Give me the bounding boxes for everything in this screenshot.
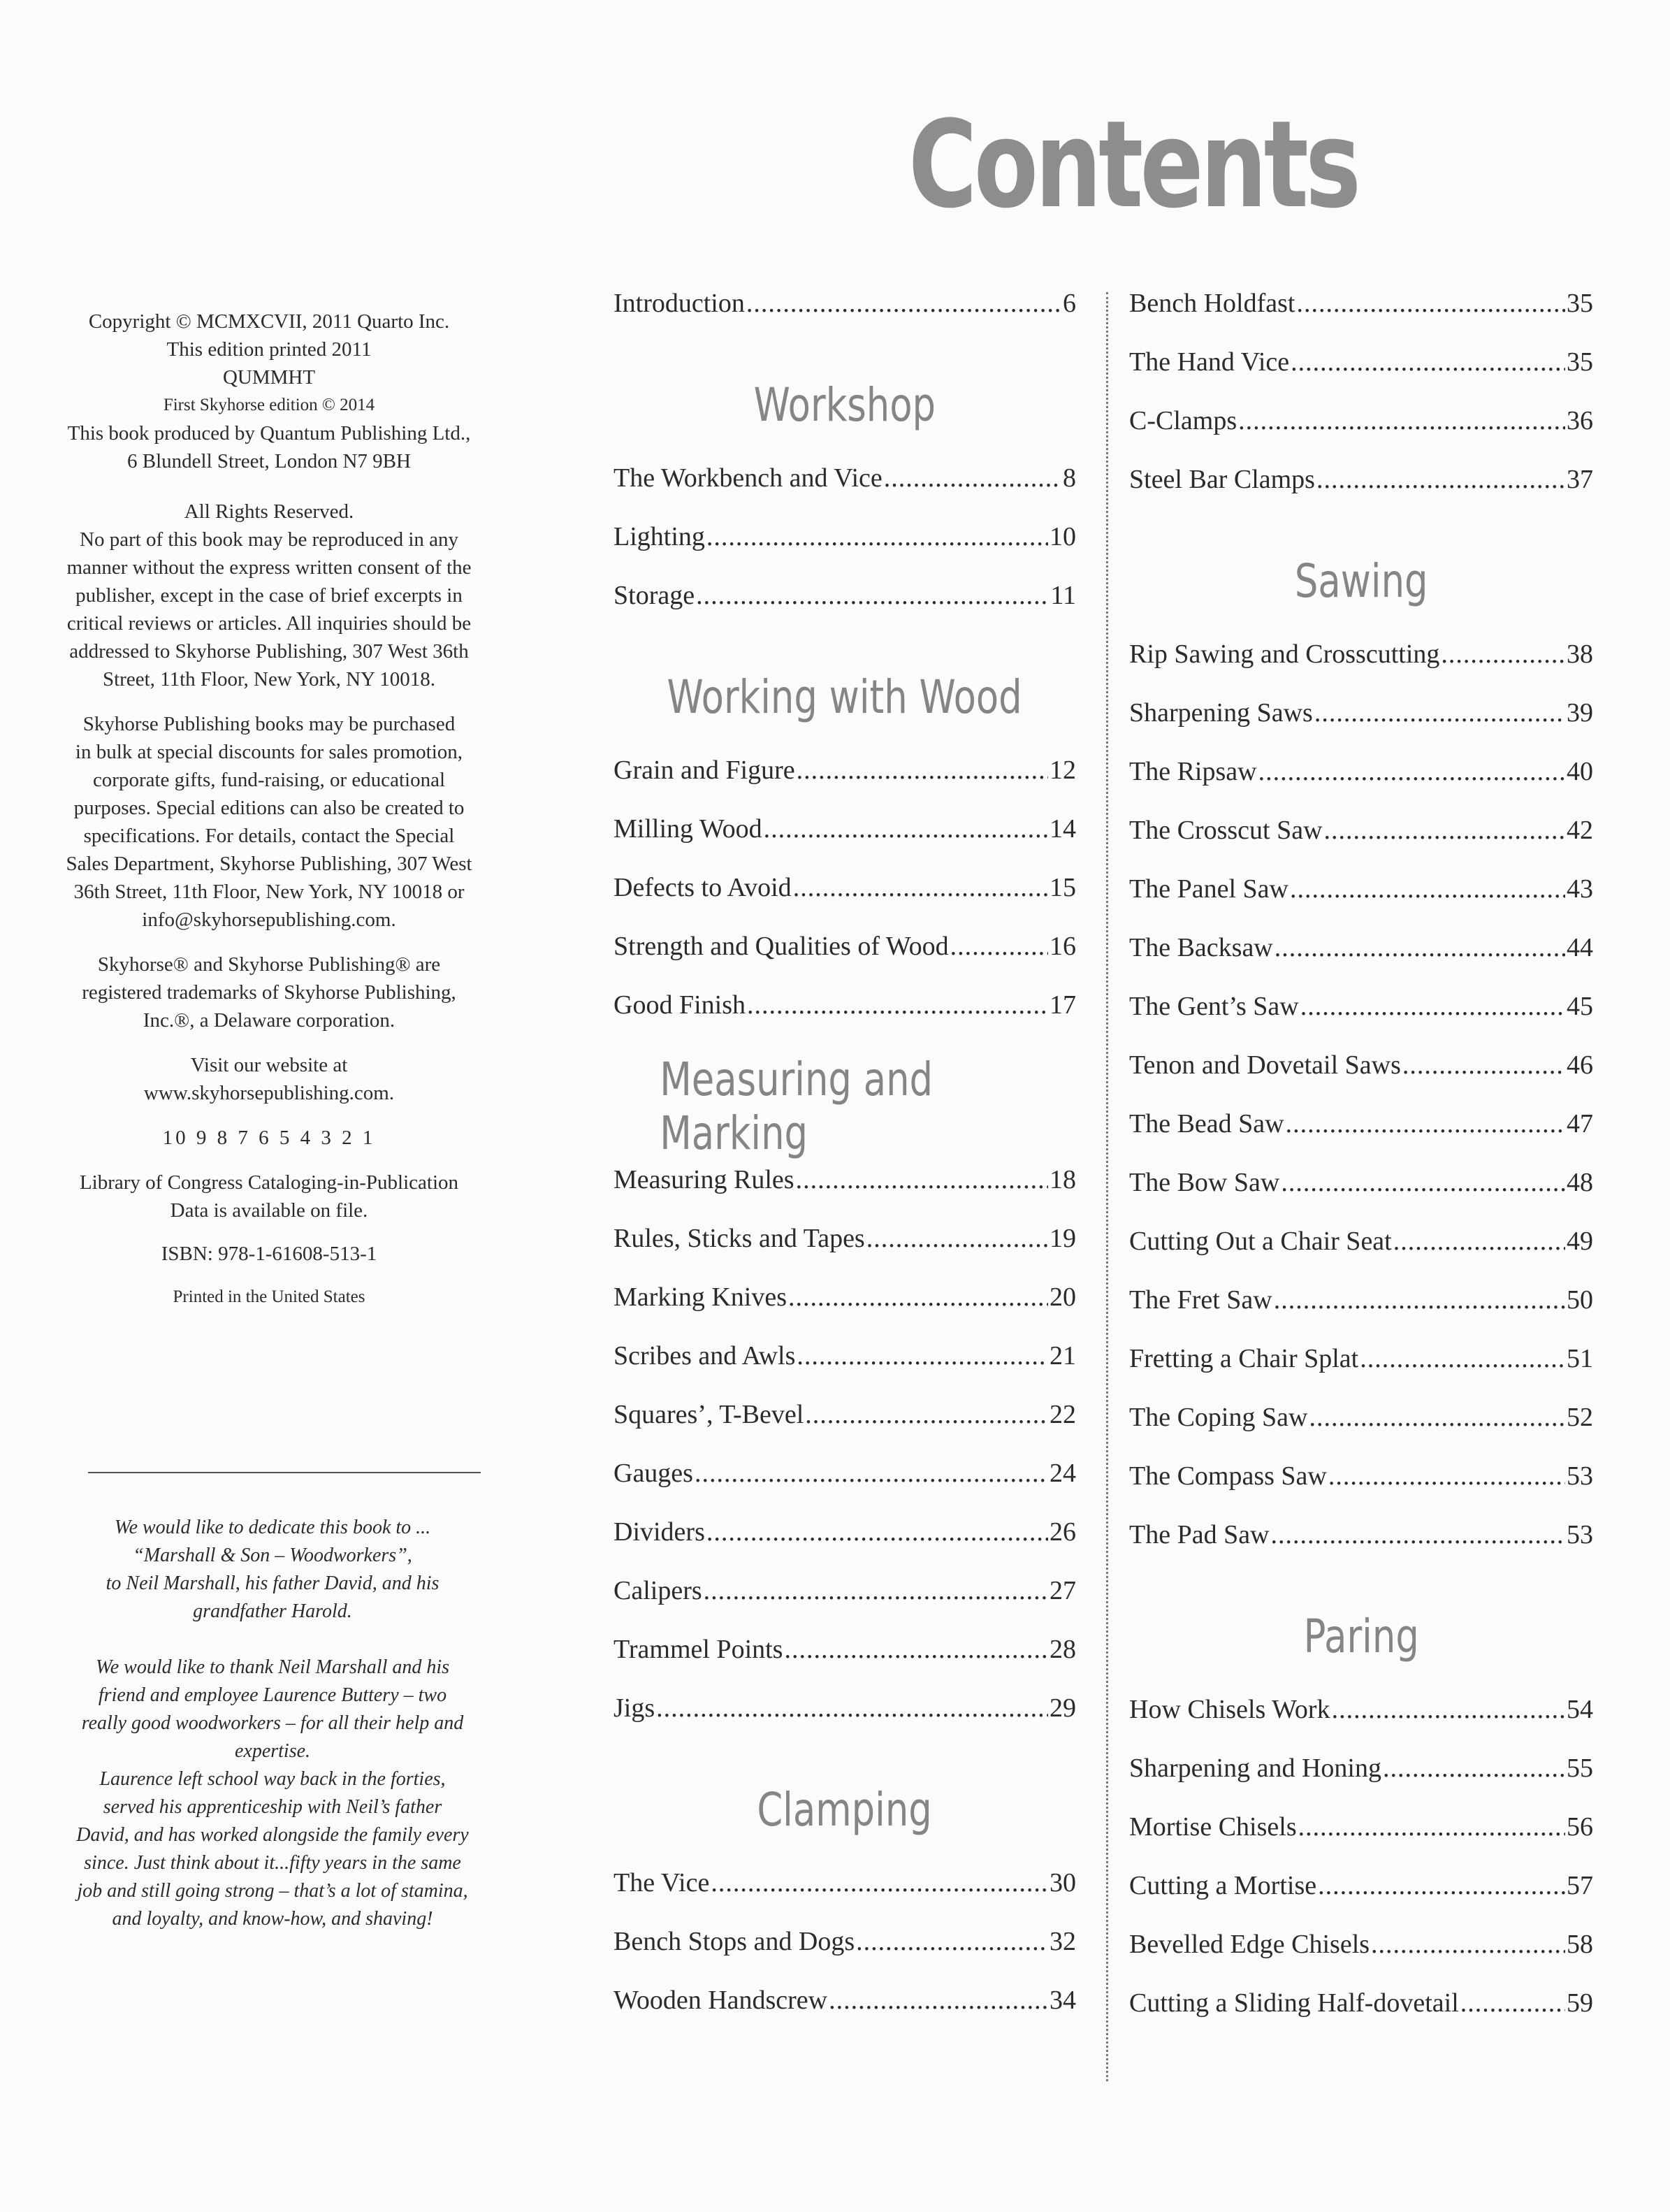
toc-entry[interactable] [1129,639,1593,697]
toc-entry-title: Cutting Out a Chair Seat [1129,1227,1392,1256]
toc-entry-page: 48 [1567,1168,1593,1197]
copyright-line: All Rights Reserved. [184,500,354,523]
dedication-line: to Neil Marshall, his father David, and his [106,1573,440,1594]
dot-leader [1290,874,1565,904]
toc-entry-title: Storage [613,581,695,610]
dot-leader [1328,1461,1565,1491]
dot-leader [1441,639,1565,670]
dot-leader [704,1575,1048,1606]
toc-entry[interactable] [1129,932,1593,991]
toc-entry[interactable] [1129,697,1593,756]
toc-entry[interactable] [1129,1694,1593,1753]
copyright-line: in bulk at special discounts for sales promotion, [75,741,463,763]
copyright-line: info@skyhorsepublishing.com. [142,909,396,931]
toc-entry[interactable] [613,1340,1076,1399]
dot-leader [1309,1402,1565,1433]
copyright-line: registered trademarks of Skyhorse Publishing, [82,981,456,1004]
toc-entry-page: 11 [1050,581,1076,610]
toc-entry-page: 52 [1567,1403,1593,1432]
section-heading: Paring [1303,1609,1419,1663]
toc-entry-page: 55 [1567,1754,1593,1783]
toc-entry[interactable] [613,288,1076,347]
toc-entry[interactable] [613,1458,1076,1517]
toc-entry[interactable] [613,1693,1076,1751]
toc-entry-page: 32 [1050,1927,1076,1956]
copyright-line: manner without the express written consent of the [66,556,472,579]
column-divider [1106,292,1108,2081]
toc-entry-title: Introduction [613,289,745,318]
dedication-line: David, and has worked alongside the family every [76,1824,469,1846]
copyright-line: Library of Congress Cataloging-in-Publication [79,1171,459,1194]
dot-leader [1286,1108,1565,1139]
copyright-line: addressed to Skyhorse Publishing, 307 West 36th [69,640,469,663]
toc-entry[interactable] [613,1282,1076,1340]
toc-entry-title: Strength and Qualities of Wood [613,932,949,961]
dot-leader [805,1399,1048,1430]
dot-leader [1360,1343,1565,1374]
toc-entry-page: 53 [1567,1461,1593,1491]
copyright-line: ISBN: 978-1-61608-513-1 [161,1243,377,1265]
toc-entry[interactable] [1129,1519,1593,1578]
copyright-line: Visit our website at [190,1054,348,1076]
toc-entry[interactable] [1129,874,1593,932]
toc-entry-title: The Crosscut Saw [1129,816,1323,845]
toc-entry-title: Steel Bar Clamps [1129,465,1315,494]
toc-entry-page: 56 [1567,1812,1593,1842]
toc-entry-title: Bench Stops and Dogs [613,1927,855,1956]
toc-entry-title: The Gent’s Saw [1129,992,1299,1021]
toc-entry-title: Lighting [613,522,705,551]
dedication-line: grandfather Harold. [193,1600,352,1622]
section-heading: Workshop [753,377,936,432]
toc-entry[interactable] [1129,991,1593,1050]
toc-entry-page: 54 [1567,1695,1593,1724]
toc-entry-title: Marking Knives [613,1282,787,1312]
toc-entry-title: Jigs [613,1693,655,1723]
toc-entry-title: The Ripsaw [1129,757,1257,786]
section-heading: Measuring and Marking [660,1053,934,1160]
toc-entry[interactable] [1129,288,1593,347]
dot-leader [1318,1870,1565,1901]
toc-entry-page: 42 [1567,816,1593,845]
toc-entry-page: 37 [1567,465,1593,494]
toc-entry-title: The Panel Saw [1129,874,1288,904]
toc-entry-title: Rip Sawing and Crosscutting [1129,639,1440,669]
dot-leader [793,872,1048,903]
dedication-line: since. Just think about it...fifty years in the same [84,1852,461,1874]
dot-leader [797,1340,1048,1371]
copyright-line: Skyhorse Publishing books may be purchased [82,713,456,735]
copyright-line: www.skyhorsepublishing.com. [143,1082,395,1104]
copyright-line: Sales Department, Skyhorse Publishing, 307 West [66,853,472,875]
toc-entry-title: Gauges [613,1459,693,1488]
toc-entry-page: 8 [1063,463,1076,493]
dedication-line: We would like to thank Neil Marshall and his [95,1656,450,1678]
copyright-line: 10 9 8 7 6 5 4 3 2 1 [162,1127,376,1149]
toc-entry-page: 39 [1567,698,1593,728]
toc-entry[interactable] [1129,1870,1593,1929]
toc-entry-page: 35 [1567,289,1593,318]
toc-entry-title: The Pad Saw [1129,1520,1270,1549]
toc-entry-title: The Fret Saw [1129,1285,1272,1315]
dedication-line: and loyalty, and know-how, and shaving! [112,1908,433,1930]
toc-entry[interactable] [1129,1461,1593,1519]
dedication-line: job and still going strong – that’s a lot of stamina, [77,1880,468,1902]
toc-entry-title: The Bow Saw [1129,1168,1280,1197]
copyright-line: This edition printed 2011 [166,338,372,361]
toc-entry-title: C-Clamps [1129,406,1237,435]
copyright-line: Printed in the United States [173,1287,365,1306]
toc-entry-page: 18 [1050,1165,1076,1194]
copyright-line: purposes. Special editions can also be created to [73,797,465,819]
toc-entry-title: Dividers [613,1517,705,1547]
copyright-line: specifications. For details, contact the Special [83,825,455,847]
toc-entry-title: Wooden Handscrew [613,1986,828,2015]
dot-leader [884,463,1061,493]
dot-leader [1383,1753,1565,1784]
dedication-line: expertise. [234,1740,311,1762]
toc-entry-title: Cutting a Mortise [1129,1871,1317,1900]
dot-leader [1393,1226,1565,1257]
toc-entry-title: Mortise Chisels [1129,1812,1297,1842]
toc-entry-title: Scribes and Awls [613,1341,796,1371]
toc-entry-page: 24 [1050,1459,1076,1488]
dot-leader [1332,1694,1565,1725]
toc-entry-title: The Bead Saw [1129,1109,1284,1138]
dot-leader [1300,991,1565,1022]
dot-leader [695,1458,1048,1489]
toc-entry-page: 30 [1050,1868,1076,1897]
toc-entry-page: 59 [1567,1988,1593,2018]
toc-entry-title: Calipers [613,1576,702,1605]
copyright-line: corporate gifts, fund-raising, or educational [92,769,446,791]
toc-entry-page: 49 [1567,1227,1593,1256]
toc-entry-title: Sharpening Saws [1129,698,1313,728]
toc-entry[interactable] [613,755,1076,814]
toc-entry[interactable] [1129,1167,1593,1226]
toc-entry-title: Squares’, T-Bevel [613,1400,804,1429]
toc-entry[interactable] [613,872,1076,931]
dot-leader [706,521,1048,552]
dot-leader [1371,1929,1565,1960]
dot-leader [706,1517,1048,1547]
dedication-line: served his apprenticeship with Neil’s father [103,1796,442,1818]
toc-entry-title: Grain and Figure [613,756,795,785]
toc-entry-title: The Vice [613,1868,710,1897]
dot-leader [1291,347,1565,377]
toc-entry[interactable] [1129,1402,1593,1461]
toc-entry-page: 15 [1050,873,1076,902]
toc-entry[interactable] [613,1634,1076,1693]
toc-entry-title: Fretting a Chair Splat [1129,1344,1359,1373]
toc-entry[interactable] [1129,464,1593,523]
toc-entry[interactable] [1129,347,1593,405]
toc-entry[interactable] [1129,1753,1593,1812]
toc-column-right [1129,288,1593,2046]
dot-leader [797,755,1048,786]
copyright-line: No part of this book may be reproduced in any [80,528,458,551]
toc-entry-page: 44 [1567,933,1593,962]
dot-leader [1298,1812,1565,1842]
toc-entry-title: How Chisels Work [1129,1695,1330,1724]
toc-entry-title: The Backsaw [1129,933,1273,962]
dot-leader [866,1223,1048,1254]
dot-leader [856,1926,1048,1957]
copyright-line: Skyhorse® and Skyhorse Publishing® are [97,953,441,976]
copyright-line: Street, 11th Floor, New York, NY 10018. [103,668,435,691]
toc-entry-page: 21 [1050,1341,1076,1371]
toc-entry[interactable] [1129,756,1593,815]
dot-leader [1316,464,1565,495]
toc-entry[interactable] [1129,1812,1593,1870]
toc-entry-page: 38 [1567,639,1593,669]
toc-entry-page: 53 [1567,1520,1593,1549]
toc-entry-page: 20 [1050,1282,1076,1312]
toc-entry[interactable] [613,1399,1076,1458]
copyright-line: Inc.®, a Delaware corporation. [143,1009,395,1032]
copyright-line: First Skyhorse edition © 2014 [163,396,375,414]
dot-leader [1275,932,1565,963]
toc-entry-title: The Compass Saw [1129,1461,1327,1491]
toc-entry-page: 47 [1567,1109,1593,1138]
dot-leader [796,1164,1048,1195]
toc-entry-page: 58 [1567,1930,1593,1959]
toc-entry-page: 22 [1050,1400,1076,1429]
toc-entry-page: 10 [1050,522,1076,551]
section-heading: Clamping [757,1782,933,1837]
toc-entry[interactable] [613,1164,1076,1223]
toc-entry[interactable] [1129,1988,1593,2046]
copyright-line: QUMMHT [222,366,316,389]
toc-entry[interactable] [613,1223,1076,1282]
copyright-line: Copyright © MCMXCVII, 2011 Quarto Inc. [88,310,450,333]
toc-entry-title: Cutting a Sliding Half-dovetail [1129,1988,1459,2018]
toc-entry-title: Bench Holdfast [1129,289,1295,318]
toc-entry-page: 29 [1050,1693,1076,1723]
dot-leader [711,1867,1048,1898]
toc-column-left [613,288,1076,2044]
toc-entry-title: Sharpening and Honing [1129,1754,1381,1783]
toc-entry-page: 19 [1050,1224,1076,1253]
dot-leader [1296,288,1565,319]
dot-leader [764,814,1048,844]
dot-leader [1460,1988,1565,2018]
toc-entry[interactable] [613,1867,1076,1926]
section-heading: Sawing [1294,554,1428,608]
toc-entry-title: Defects to Avoid [613,873,792,902]
toc-entry-title: Rules, Sticks and Tapes [613,1224,865,1253]
toc-entry-page: 40 [1567,757,1593,786]
toc-entry[interactable] [613,1575,1076,1634]
dedication-line: really good woodworkers – for all their help and [81,1712,464,1734]
toc-entry-page: 35 [1567,347,1593,377]
dot-leader [1324,815,1565,846]
copyright-line: publisher, except in the case of brief excerpts in [75,584,463,607]
dot-leader [656,1693,1048,1723]
dedication-line: friend and employee Laurence Buttery – two [98,1684,447,1706]
toc-entry[interactable] [1129,1050,1593,1108]
dot-leader [1274,1285,1565,1315]
dot-leader [950,931,1048,962]
toc-entry-page: 26 [1050,1517,1076,1547]
toc-entry[interactable] [613,931,1076,990]
toc-entry[interactable] [1129,1285,1593,1343]
dot-leader [1314,697,1565,728]
toc-entry[interactable] [613,463,1076,521]
dot-leader [1402,1050,1565,1080]
dedication-block [63,1514,482,1933]
toc-entry[interactable] [1129,1108,1593,1167]
toc-entry[interactable] [1129,815,1593,874]
copyright-line: critical reviews or articles. All inquiries should be [66,612,472,635]
toc-entry[interactable] [613,990,1076,1048]
toc-entry[interactable] [1129,1226,1593,1285]
toc-entry-page: 27 [1050,1576,1076,1605]
copyright-line: 36th Street, 11th Floor, New York, NY 10018 or [73,881,465,903]
toc-entry[interactable] [1129,405,1593,464]
copyright-line: 6 Blundell Street, London N7 9BH [127,450,411,472]
copyright-line: Data is available on file. [170,1199,368,1222]
toc-entry-page: 6 [1063,289,1076,318]
toc-entry-page: 36 [1567,406,1593,435]
toc-entry-page: 45 [1567,992,1593,1021]
dedication-line: Laurence left school way back in the forties, [99,1768,446,1790]
dot-leader [746,288,1061,319]
toc-entry-title: Measuring Rules [613,1165,794,1194]
toc-entry-page: 50 [1567,1285,1593,1315]
toc-entry-title: Good Finish [613,990,746,1020]
toc-entry-page: 12 [1050,756,1076,785]
toc-entry-title: The Hand Vice [1129,347,1290,377]
toc-entry-title: Trammel Points [613,1635,783,1664]
dedication-line: We would like to dedicate this book to ... [114,1517,431,1538]
page-title: Contents [908,94,1358,235]
copyright-line: This book produced by Quantum Publishing Ltd., [67,422,471,444]
divider-rule [88,1472,481,1473]
toc-entry-page: 46 [1567,1050,1593,1080]
toc-entry[interactable] [613,1985,1076,2044]
toc-entry-title: Bevelled Edge Chisels [1129,1930,1370,1959]
dot-leader [1281,1167,1565,1198]
toc-entry-page: 14 [1050,814,1076,844]
toc-entry[interactable] [1129,1343,1593,1402]
dot-leader [829,1985,1048,2016]
toc-entry-title: The Workbench and Vice [613,463,883,493]
toc-entry-title: Tenon and Dovetail Saws [1129,1050,1401,1080]
copyright-block [49,308,489,1311]
dot-leader [696,580,1049,611]
toc-entry-page: 17 [1050,990,1076,1020]
toc-entry[interactable] [1129,1929,1593,1988]
toc-entry[interactable] [613,580,1076,639]
toc-entry-page: 34 [1050,1986,1076,2015]
toc-entry[interactable] [613,814,1076,872]
dot-leader [1258,756,1565,787]
section-heading: Working with Wood [667,670,1023,724]
toc-entry-page: 57 [1567,1871,1593,1900]
toc-entry-title: The Coping Saw [1129,1403,1308,1432]
toc-entry-page: 16 [1050,932,1076,961]
toc-entry-title: Milling Wood [613,814,762,844]
dot-leader [788,1282,1048,1313]
toc-entry[interactable] [613,1926,1076,1985]
toc-entry[interactable] [613,521,1076,580]
dedication-line: “Marshall & Son – Woodworkers”, [133,1545,412,1566]
toc-entry[interactable] [613,1517,1076,1575]
dot-leader [1238,405,1565,436]
toc-entry-page: 28 [1050,1635,1076,1664]
toc-entry-page: 43 [1567,874,1593,904]
dot-leader [784,1634,1048,1665]
dot-leader [1271,1519,1565,1550]
dot-leader [747,990,1048,1020]
toc-entry-page: 51 [1567,1344,1593,1373]
